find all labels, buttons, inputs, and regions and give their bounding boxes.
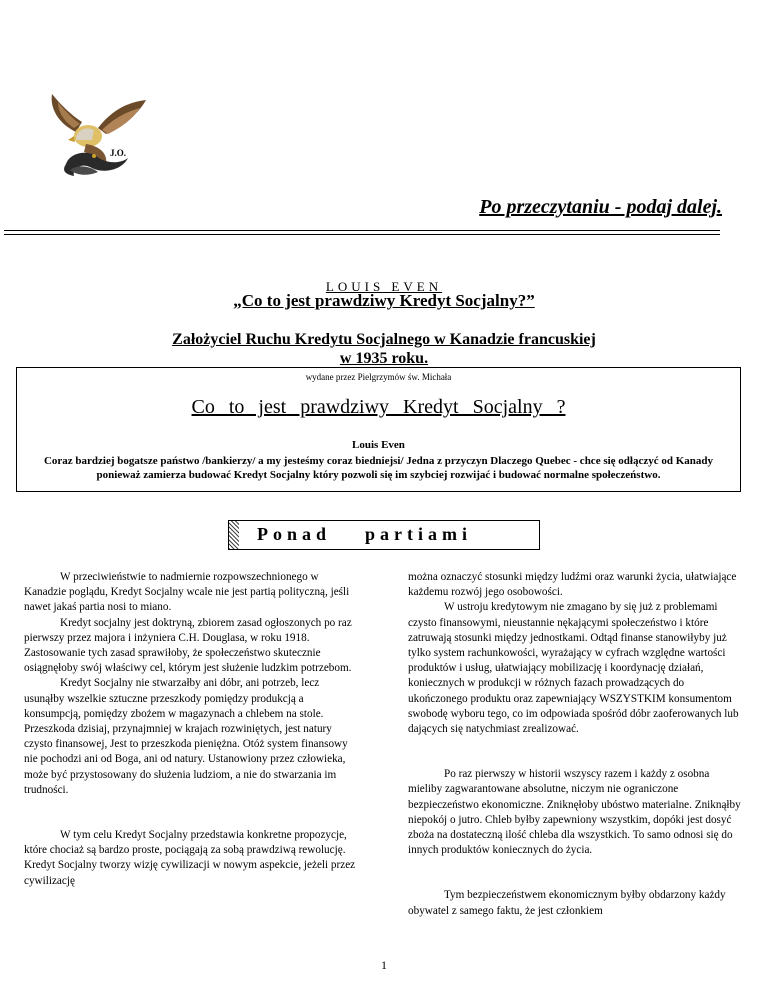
box-author: Louis Even: [352, 439, 405, 451]
pass-it-on-tagline: Po przeczytaniu - podaj dalej.: [479, 196, 722, 218]
double-rule-divider: [4, 230, 720, 235]
publisher-note: wydane przez Pielgrzymów św. Michała: [305, 372, 452, 382]
section-heading-box: [228, 520, 540, 550]
paragraph: Tym bezpieczeństwem ekonomicznym byłby obdarzony każdy obywatel z samego faktu, że jest członkiem: [408, 889, 726, 917]
paragraph: W ustroju kredytowym nie zmagano by się już z problemami czysto finansowymi, nieustannie nękającymi społeczeństwo i które zatruwają stosunki między jednostkami. Odtąd finanse stanowiłyby już tylko system rachunkowości, wyrażający w cyfrach względne wartości produktów i usług, ułatwiający mobilizację i koordynację działań, koniecznych w produkcji w różnych fazach prowadzących do ukończonego produktu oraz zapewniający WSZYSTKIM konsumentom swobodę wyboru tego, co im odpowiada spośród dóbr zaoferowanych lub dających się natychmiast zrealizować.: [408, 601, 739, 736]
right-column: [408, 570, 742, 919]
paragraph: W przeciwieństwie to nadmiernie rozpowszechnionego w Kanadzie poglądu, Kredyt Socjalny wcale nie jest partią polityczną, jeśli nawet jakaś partia nosi to miano.: [24, 571, 350, 614]
main-title: [0, 291, 768, 311]
section-heading: [257, 524, 472, 545]
paragraph: W tym celu Kredyt Socjalny przedstawia konkretne propozycje, które chociaż są bardzo proste, pociągają za sobą prawdziwą rewolucję. Kredyt Socjalny tworzy wizję cywilizacji w nowym aspekcie, jeżeli przez cywilizację: [24, 829, 356, 887]
founder-subtitle: [0, 330, 768, 368]
founder-line-1: Założyciel Ruchu Kredytu Socjalnego w Kanadzie francuskiej: [172, 331, 596, 348]
author-name: LOUIS EVEN: [325, 279, 443, 294]
founder-line-2: w 1935 roku.: [339, 350, 429, 367]
summary-box: [16, 367, 741, 492]
box-description: Coraz bardziej bogatsze państwo /bankierzy/ a my jesteśmy coraz biedniejsi/ Jedna z przyczyn Dlaczego Quebec - chce się odłączyć od Kanady ponieważ zamierza budować Kredyt Socjalny który pozwoli się im szybciej rozwijać i budować normalne społeczeństwo.: [43, 455, 714, 481]
section-heading-word-2: partiami: [365, 524, 473, 544]
paragraph: można oznaczyć stosunki między ludźmi oraz warunki życia, ułatwiające każdemu rozwój jego osobowości.: [408, 571, 737, 599]
main-title-text: „Co to jest prawdziwy Kredyt Socjalny?”: [233, 291, 535, 310]
paragraph: Przeszkoda dzisiaj, przynajmniej w krajach rozwiniętych, jest natury czysto finansowej, Jest to przeszkoda pieniężna. Otóż system finansowy nie pochodzi ani od Boga, ani od natury. Ustanowiony przez człowieka, może być przystosowany do służenia ludziom, a nie do stwarzania im trudności.: [24, 723, 348, 796]
hatched-shade: [229, 521, 239, 549]
svg-text:J.O.: J.O.: [110, 148, 127, 158]
paragraph: Kredyt Socjalny nie stwarzałby ani dóbr, ani potrzeb, lecz usunąłby wszelkie sztuczne przeszkody pomiędzy produkcją a konsumpcją, pomiędzy zbożem w magazynach a chlebem na stole.: [24, 677, 324, 720]
section-heading-word-1: Ponad: [257, 524, 332, 544]
paragraph: Po raz pierwszy w historii wszyscy razem i każdy z osobna mieliby zagwarantowane absolutne, niczym nie ograniczone bezpieczeństwo ekonomiczne. Zniknęłoby ubóstwo materialne. Zniknąłby niepokój o jutro. Chleb byłby zapewniony wszystkim, dopóki jest dosyć zboża na dostateczną ilość chleba dla wszystkich. To samo odnosi się do innych produktów koniecznych do życia.: [408, 768, 741, 857]
eagle-logo-icon: [48, 92, 148, 184]
page-number: 1: [381, 958, 387, 972]
box-title: Co to jest prawdziwy Kredyt Socjalny ?: [191, 396, 566, 418]
left-column: [24, 570, 357, 889]
paragraph: Kredyt socjalny jest doktryną, zbiorem zasad ogłoszonych po raz pierwszy przez majora i inżyniera C.H. Douglasa, w roku 1918. Zastosowanie tych zasad sprawiłoby, że społeczeństwo skutecznie osiągnęłoby swój właściwy cel, którym jest służenie ludzkim potrzebom.: [24, 616, 352, 675]
